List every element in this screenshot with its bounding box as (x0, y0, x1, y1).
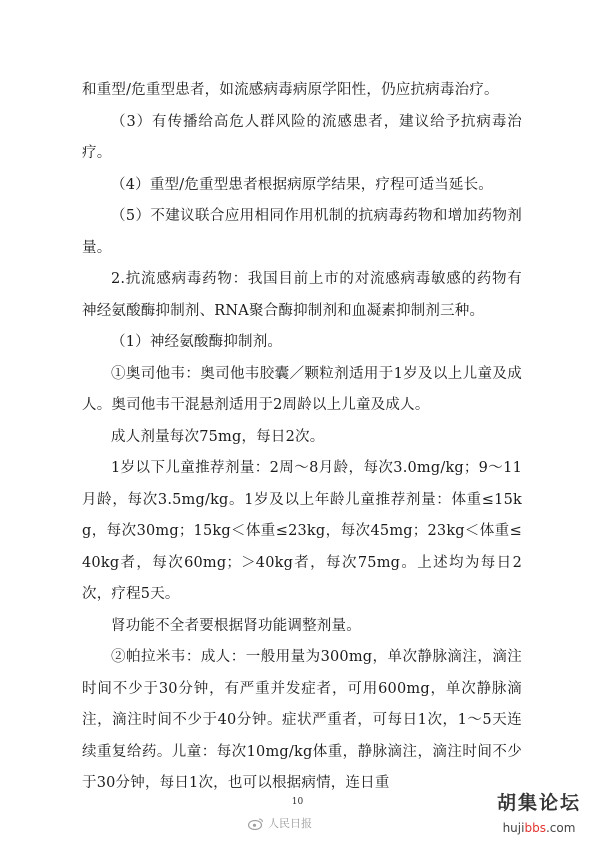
site-watermark (497, 788, 581, 835)
page-number: 10 (291, 797, 304, 807)
paragraph: （4）重型/危重型患者根据病原学结果，疗程可适当延长。 (111, 176, 494, 193)
paragraph: （1）神经氨酸酶抑制剂。 (111, 334, 283, 350)
paragraph: ②帕拉米韦：成人：一般用量为300mg，单次静脉滴注，滴注时间不少于30分钟，有严重并发症者，可用600mg，单次静脉滴注，滴注时间不少于40分钟。症状严重者，可每日1次，1～5天连续重复给药。儿童：每次10mg/kg体重，静脉滴注，滴注时间不少于30分钟，每日1次，也可以根据病情，连日重 (82, 649, 522, 791)
paragraph: 肾功能不全者要根据肾功能调整剂量。 (111, 617, 361, 634)
watermark-source: 人民日报 (268, 817, 312, 830)
paragraph: ①奥司他韦：奥司他韦胶囊／颗粒剂适用于1岁及以上儿童及成人。奥司他韦干混悬剂适用于2周龄以上儿童及成人。 (82, 365, 522, 413)
paragraph: 1岁以下儿童推荐剂量：2周～8月龄，每次3.0mg/kg；9～11月龄，每次3.5mg/kg。1岁及以上年龄儿童推荐剂量：体重≤15kg，每次30mg；15kg＜体重≤23kg，每次45mg；23kg＜体重≤40kg者，每次60mg；＞40kg者，每次75mg。上述均为每日2次，疗程5天。 (82, 460, 522, 602)
document-body (82, 75, 522, 800)
site-name: 胡集论坛 (496, 792, 581, 814)
weibo-watermark (248, 815, 312, 831)
site-url: hujibbs.com (502, 821, 576, 835)
weibo-icon (248, 817, 264, 830)
paragraph: 和重型/危重型患者，如流感病毒病原学阳性，仍应抗病毒治疗。 (82, 82, 499, 98)
paragraph: 成人剂量每次75mg，每日2次。 (111, 428, 325, 445)
paragraph: （5）不建议联合应用相同作用机制的抗病毒药物和增加药物剂量。 (82, 208, 522, 256)
paragraph: （3）有传播给高危人群风险的流感患者，建议给予抗病毒治疗。 (82, 113, 522, 161)
paragraph: 2.抗流感病毒药物：我国目前上市的对流感病毒敏感的药物有神经氨酸酶抑制剂、RNA聚合酶抑制剂和血凝素抑制剂三种。 (82, 271, 522, 319)
